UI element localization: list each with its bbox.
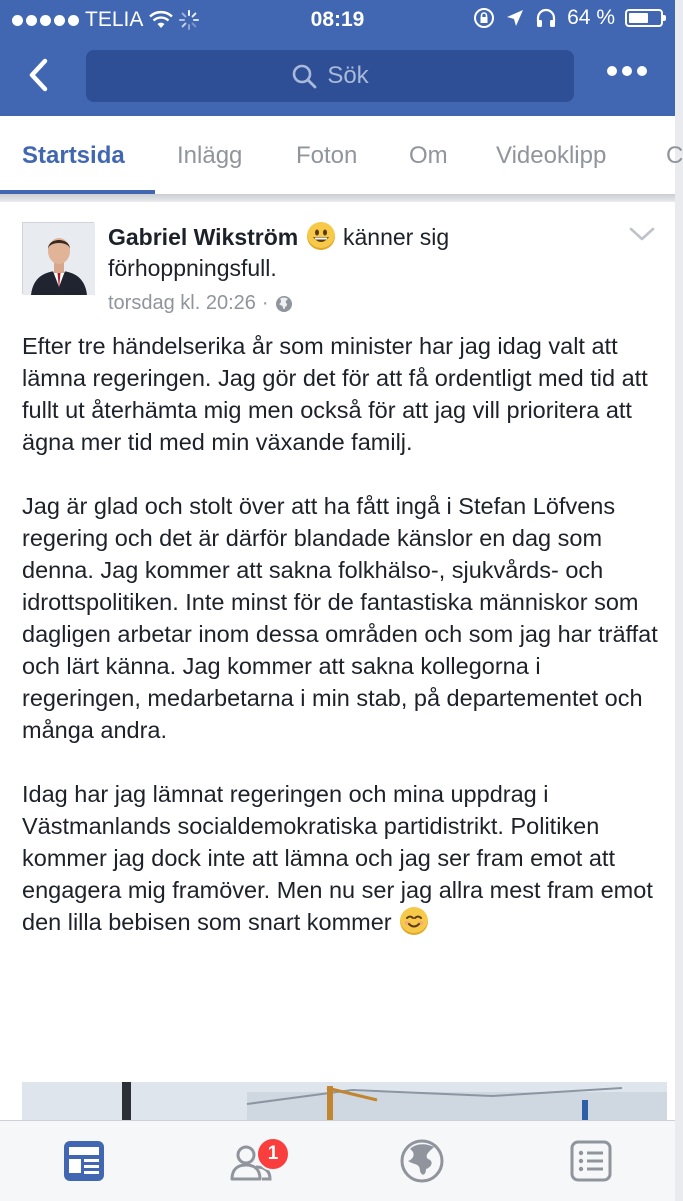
post-timestamp[interactable]: torsdag kl. 20:26 bbox=[108, 292, 256, 314]
author-name[interactable]: Gabriel Wikström bbox=[108, 224, 299, 250]
notifications-globe-tab[interactable] bbox=[398, 1137, 446, 1185]
meta-separator: · bbox=[261, 292, 269, 314]
nav-bar bbox=[0, 40, 675, 116]
avatar[interactable] bbox=[22, 222, 94, 294]
back-button[interactable] bbox=[20, 54, 56, 96]
post-paragraph-last bbox=[22, 778, 662, 938]
menu-tab[interactable] bbox=[567, 1137, 615, 1185]
search-bar[interactable] bbox=[86, 50, 574, 102]
chevron-left-icon bbox=[27, 58, 49, 92]
post-card bbox=[0, 202, 675, 1072]
post-photo[interactable] bbox=[22, 1082, 667, 1122]
chevron-down-icon bbox=[629, 226, 655, 242]
bottom-tab-bar bbox=[0, 1120, 675, 1201]
author-line bbox=[108, 222, 608, 284]
tab-foton[interactable]: Foton bbox=[296, 142, 358, 169]
tab-partial[interactable]: C bbox=[666, 142, 683, 169]
news-feed-tab[interactable] bbox=[60, 1137, 108, 1185]
top-bar bbox=[0, 0, 675, 116]
post-body bbox=[22, 330, 662, 938]
status-right bbox=[473, 6, 663, 30]
tab-om[interactable]: Om bbox=[409, 142, 448, 169]
status-bar bbox=[0, 0, 675, 38]
tab-inlagg[interactable]: Inlägg bbox=[177, 142, 243, 169]
location-arrow-icon bbox=[505, 8, 525, 28]
photo-preview-icon bbox=[22, 1082, 667, 1122]
grinning-face-emoji-icon bbox=[307, 222, 335, 250]
page-tabs bbox=[0, 116, 683, 195]
search-placeholder: Sök bbox=[327, 62, 369, 89]
tab-startsida[interactable]: Startsida bbox=[22, 142, 125, 169]
notification-badge: 1 bbox=[256, 1137, 290, 1171]
globe-icon bbox=[275, 295, 293, 313]
news-feed-icon bbox=[60, 1137, 108, 1185]
post-paragraph: Jag är glad och stolt över att ha fått ingå i Stefan Löfvens regering och det är därför blandade känslor en dag som denna. Jag kommer att sakna folkhälso-, sjukvårds- och idrottspolitiken. Inte minst för de fantastiska människor som dagligen arbetar inom dessa områden och som jag har träffat och lärt känna. Jag kommer att sakna kollegorna i regeringen, medarbetarna i min stab, på departementet och många andra. bbox=[22, 493, 658, 743]
search-icon bbox=[291, 63, 317, 89]
post-paragraph: Efter tre händelserika år som minister har jag idag valt att lämna regeringen. Jag gör det för att få ordentligt med tid att fullt ut återhämta mig men också för att jag vill prioritera att ägna mer tid med min växande familj. bbox=[22, 333, 648, 455]
tab-divider bbox=[0, 194, 675, 202]
carrier-name: TELIA bbox=[85, 8, 144, 31]
rotation-lock-icon bbox=[473, 7, 495, 29]
more-options-button[interactable] bbox=[607, 66, 647, 76]
profile-photo-icon bbox=[23, 223, 95, 295]
post-paragraph-text: Idag har jag lämnat regeringen och mina uppdrag i Västmanlands socialdemokratiska partidistrikt. Politiken kommer jag dock inte att lämna och jag ser fram emot att engagera mig framöver. Men nu ser jag allra mest fram emot den lilla bebisen som snart kommer bbox=[22, 781, 653, 935]
menu-list-icon bbox=[567, 1137, 615, 1185]
post-header bbox=[108, 222, 608, 315]
smiling-face-emoji-icon bbox=[400, 907, 428, 935]
battery-fill bbox=[629, 13, 648, 23]
headphones-icon bbox=[535, 8, 557, 28]
battery-icon bbox=[625, 9, 663, 27]
battery-percent: 64 % bbox=[567, 6, 615, 29]
post-meta bbox=[108, 292, 608, 315]
globe-icon bbox=[398, 1137, 446, 1185]
post-image-area bbox=[0, 1072, 675, 1122]
tab-videoklipp[interactable]: Videoklipp bbox=[496, 142, 607, 169]
status-time: 08:19 bbox=[310, 8, 365, 31]
post-options-button[interactable] bbox=[629, 226, 655, 247]
feeling-text: känner sig förhoppningsfull. bbox=[108, 224, 450, 281]
